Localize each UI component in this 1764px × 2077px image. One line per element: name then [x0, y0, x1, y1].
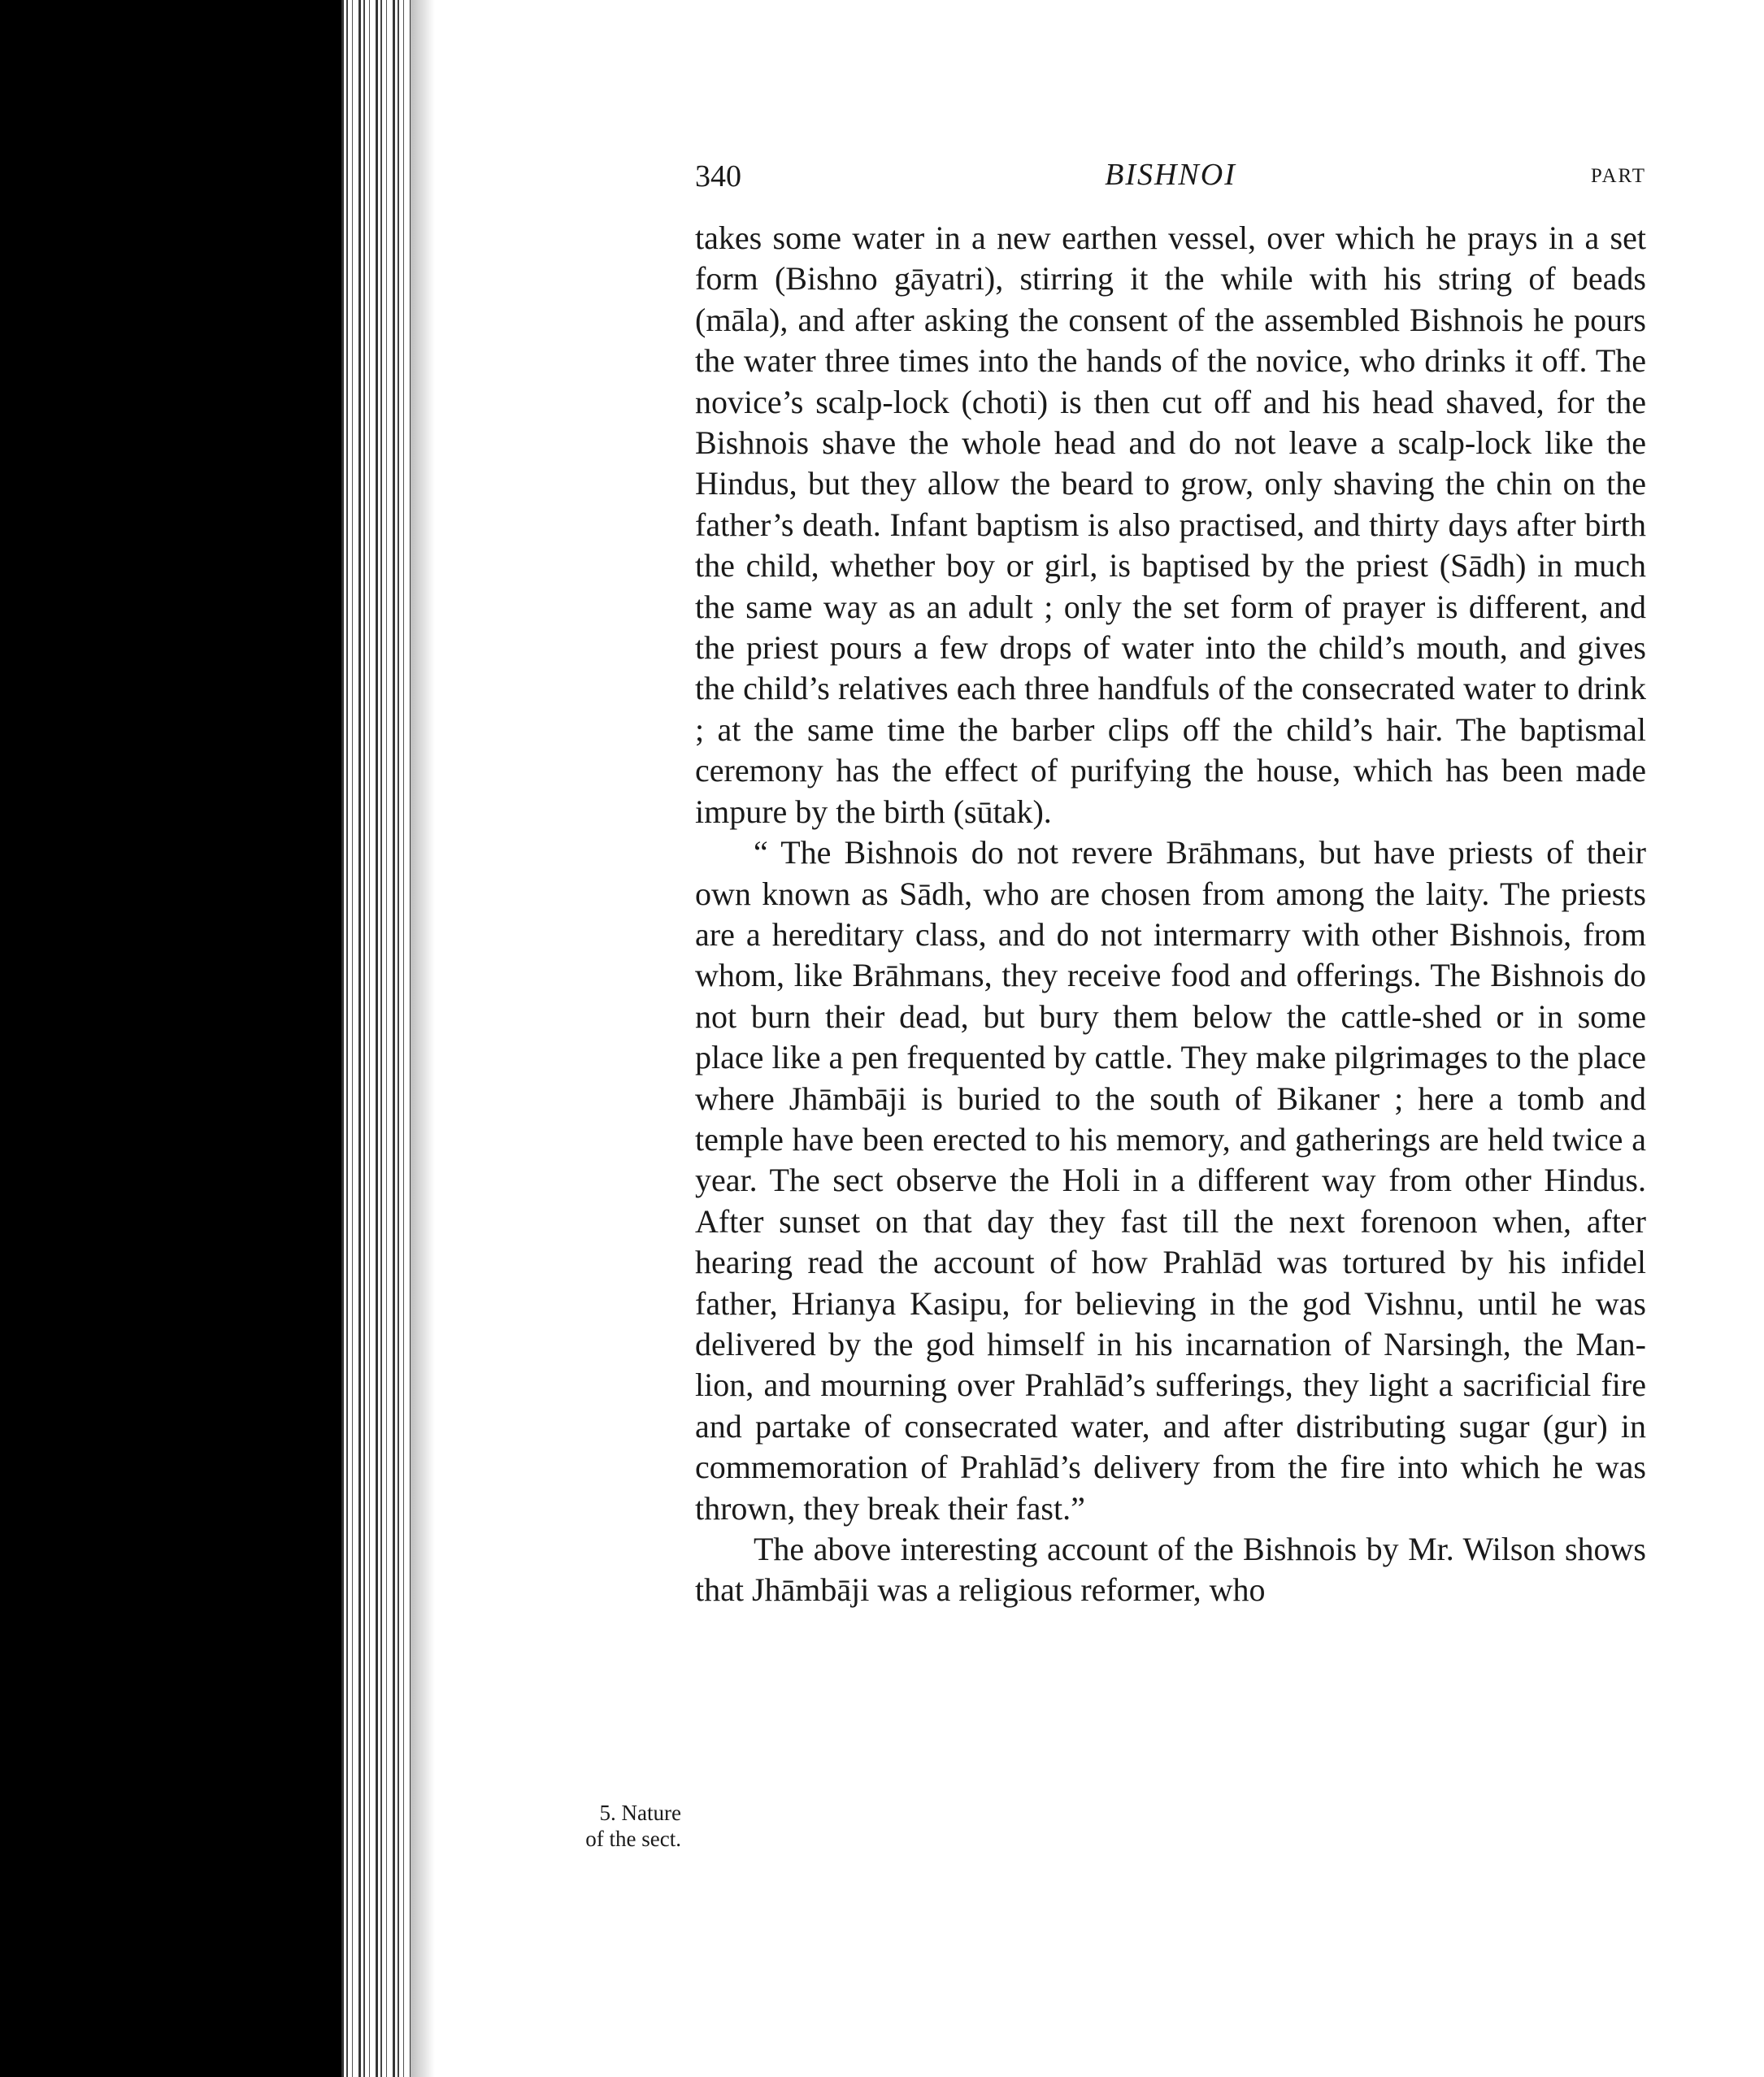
book-gutter-shadow — [0, 0, 341, 2077]
margin-note — [543, 1800, 681, 1852]
gutter-fade — [411, 0, 435, 2077]
paragraph-baptism: takes some water in a new earthen vessel, over which he prays in a set form (Bishno gāyatri), stirring it the while with his string of beads (māla), and after asking the consent of the assembled Bishnois he pours the water three times into the hands of the novice, who drinks it off. The novice’s scalp-lock (choti) is then cut off and his head shaved, for the Bishnois shave the whole head and do not leave a scalp-lock like the Hindus, but they allow the beard to grow, only shaving the chin on the father’s death. Infant baptism is also practised, and thirty days after birth the child, whether boy or girl, is baptised by the priest (Sādh) in much the same way as an adult ; only the set form of prayer is different, and the priest pours a few drops of water into the child’s mouth, and gives the child’s relatives each three handfuls of the consecrated water to drink ; at the same time the barber clips off the child’s hair. The baptismal ceremony has the effect of purifying the house, which has been made impure by the birth (sūtak). — [695, 219, 1646, 830]
part-label: PART — [1590, 165, 1646, 187]
page-header — [695, 150, 1646, 199]
page-number: 340 — [695, 159, 741, 193]
paragraph-priests-and-holi: “ The Bishnois do not revere Brāhmans, but have priests of their own known as Sādh, who are chosen from among the laity. The priests are a hereditary class, and do not intermarry with other Bishnois, from whom, like Brāhmans, they receive food and offerings. The Bishnois do not burn their dead, but bury them below the cattle-shed or in some place like a pen frequented by cattle. They make pilgrimages to the place where Jhāmbāji is buried to the south of Bikaner ; here a tomb and temple have been erected to his memory, and gatherings are held twice a year. The sect observe the Holi in a different way from other Hindus. After sunset on that day they fast till the next forenoon when, after hearing read the account of how Prahlād was tortured by his infidel father, Hrianya Kasipu, for believing in the god Vishnu, until he was delivered by the god himself in his incarnation of Narsingh, the Man-lion, and mourning over Prahlād’s sufferings, they light a sacrificial fire and partake of consecrated water, and after distributing sugar (gur) in commemoration of Prahlād’s delivery from the fire into which he was thrown, they break their fast.” — [695, 834, 1646, 1527]
page-edge-lines — [341, 0, 411, 2077]
body-text — [695, 218, 1646, 1611]
running-title: BISHNOI — [1105, 158, 1236, 192]
margin-note-line-1: 5. Nature — [599, 1801, 681, 1825]
paragraph-nature-of-sect: The above interesting account of the Bishnois by Mr. Wilson shows that Jhāmbāji was a religious reformer, who — [695, 1531, 1646, 1609]
margin-note-line-2: of the sect. — [585, 1827, 681, 1851]
